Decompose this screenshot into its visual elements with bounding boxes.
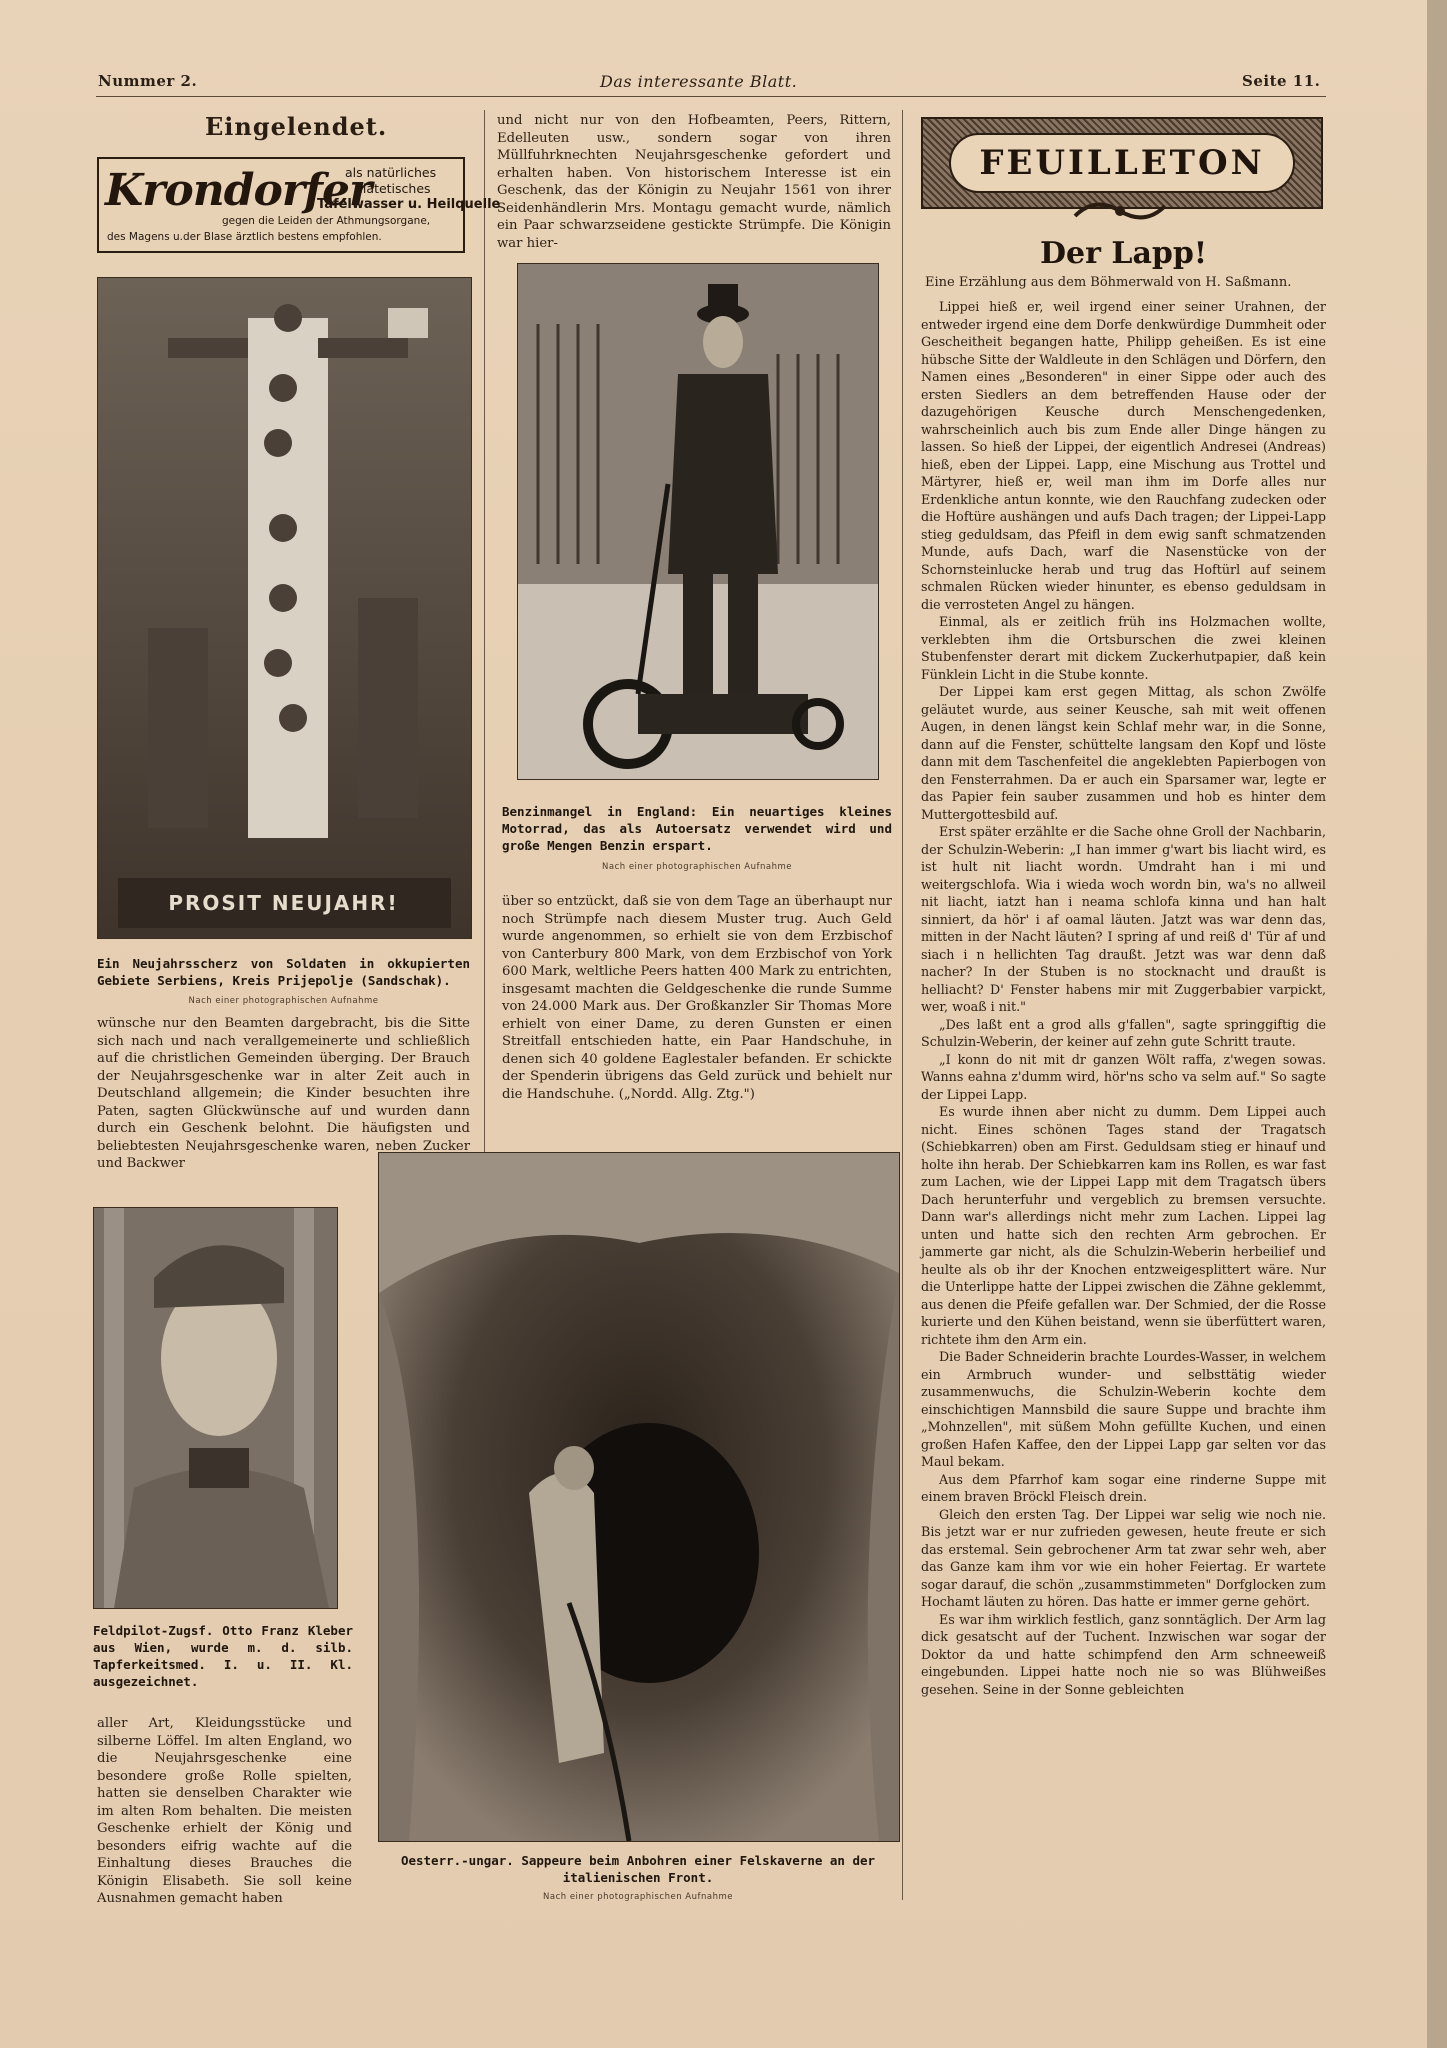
paragraph: aller Art, Kleidungsstücke und silberne Löffel. Im alten England, wo die Neujahrsgeschenke eine besondere große Rolle spielten, hatten sie denselben Charakter wie im alten Rom behalten. Die meisten Geschenke erhielt der König und besonders eifrig wachte auf die Einhaltung dieses Brauches die Königin Elisabeth. Sie soll keine Ausnahmen gemacht haben bbox=[97, 1716, 352, 1906]
column-rule-1 bbox=[484, 110, 485, 1190]
soldiers-caption: Ein Neujahrsscherz von Soldaten in okkupierten Gebiete Serbiens, Kreis Prijepolje (Sandschak). bbox=[97, 956, 470, 988]
paragraph: Einmal, als er zeitlich früh ins Holzmachen wollte, verklebten ihm die Ortsburschen die zwei kleinen Stubenfenster derart mit dickem Zuckerhutpapier, daß kein Fünklein Licht in die Stube konnte. bbox=[921, 614, 1326, 682]
header-rule bbox=[96, 96, 1326, 97]
column-1-text-a bbox=[97, 1015, 470, 1173]
pilot-photo bbox=[93, 1207, 338, 1609]
paragraph: „I konn do nit mit dr ganzen Wölt raffa, z'wegen sowas. Wanns eahna z'dumm wird, hör'ns scho va selm auf." So sagte der Lippei Lapp. bbox=[921, 1051, 1326, 1102]
feuilleton-title: FEUILLETON bbox=[949, 133, 1295, 193]
paragraph: Aus dem Pfarrhof kam sogar eine rinderne Suppe mit einem braven Bröckl Fleisch drein. bbox=[921, 1471, 1326, 1504]
paragraph: Lippei hieß er, weil irgend einer seiner Urahnen, der entweder irgend eine dem Dorfe denkwürdige Dummheit oder Gescheitheit begangen hatte, Philipp geheißen. Es ist eine hübsche Sitte der Waldleute in den Schlägen und Dörfern, den Namen eines „Besonderen" in einer Sippe oder auch des ersten Siedlers an dem betreffenden Hause oder der dazugehörigen Keusche durch Menschengedenken, wahrscheinlich auch bis zum Ende aller Dinge hängen zu lassen. So hieß der Lippei, der eigentlich Andresei (Andreas) hieß, eben der Lippei. Lapp, eine Mischung aus Trottel und Märtyrer, hieß er, weil man ihm im Dorfe alles nur Erdenkliche antun konnte, wie den Rauchfang zudecken oder die Hoftüre aushängen und aufs Dach tragen; der Lippei-Lapp stieg geduldsam, das Pfeifl in dem ewig sanft schmatzenden Munde, aufs Dach, warf die Nasenstücke von der Schornsteinlucke herab und trug das Hoftürl auf seinem schmalen Rücken wieder hinunter, es ebenso geduldsam in die verrosteten Angel zu hängen. bbox=[921, 299, 1326, 612]
paragraph: wünsche nur den Beamten dargebracht, bis die Sitte sich nach und nach verallgemeinerte und schließlich auf die christlichen Gemeinden überging. Der Brauch der Neujahrsgeschenke war in alter Zeit auch in Deutschland allgemein; die Kinder besuchten ihre Paten, sagten Glückwünsche auf und wurden dann durch ein Geschenk belohnt. Die häufigsten und beliebtesten Neujahrsgeschenke waren, neben Zucker und Backwer bbox=[97, 1016, 470, 1171]
feuilleton-text bbox=[921, 298, 1326, 1698]
soldiers-credit: Nach einer photographischen Aufnahme bbox=[188, 996, 379, 1006]
column-1-text-b bbox=[97, 1715, 352, 1908]
soldiers-photo bbox=[97, 277, 472, 939]
page-edge bbox=[1427, 0, 1447, 2048]
story-subtitle: Eine Erzählung aus dem Böhmerwald von H. Saßmann. bbox=[925, 275, 1292, 290]
ad-line-2: diätetisches bbox=[355, 181, 431, 196]
ad-brand-name: Krondorfer bbox=[105, 165, 372, 216]
ornament-icon bbox=[1070, 196, 1170, 226]
ad-line-1: als natürliches bbox=[345, 165, 437, 180]
ad-line-3: Tafelwasser u. Heilquelle bbox=[317, 197, 501, 212]
paragraph: Die Bader Schneiderin brachte Lourdes-Wasser, in welchem ein Armbruch wunder- und selbsttätig wieder zusammenwuchs, die Schulzin-Weberin kochte dem einschichtigen Mannsbild die saure Suppe und brachte ihm „Mohnzellen", mit süßem Mohn gefüllte Kuchen, und einen großen Hafen Kaffee, den der Lippei Lapp gar selten vor das Maul bekam. bbox=[921, 1349, 1326, 1469]
scooter-caption: Benzinmangel in England: Ein neuartiges kleines Motorrad, das als Autoersatz verwendet wird und große Mengen Benzin erspart. bbox=[502, 804, 892, 853]
page-number: Seite 11. bbox=[1242, 72, 1321, 90]
cave-caption: Oesterr.-ungar. Sappeure beim Anbohren einer Felskaverne an der italienischen Front. bbox=[400, 1853, 876, 1885]
column-2-text-a bbox=[497, 112, 891, 252]
masthead-title: Das interessante Blatt. bbox=[600, 72, 798, 91]
paragraph: Es war ihm wirklich festlich, ganz sonntäglich. Der Arm lag dick gesatscht auf der Tuchent. Inzwischen war sogar der Doktor da und hatte schimpfend den Arm schneeweiß eingebunden. Lippei hatte noch nie so was Blühweißes gesehen. Seine in der Sonne gebleichten bbox=[921, 1611, 1326, 1697]
paragraph: und nicht nur von den Hofbeamten, Peers, Rittern, Edelleuten usw., sondern sogar von ihren Müllfuhrknechten Neujahrsgeschenke gefordert und erhalten haben. Von historischem Interesse ist ein Geschenk, das der Königin zu Neujahr 1561 von ihrer Seidenhändlerin Mrs. Montagu gemacht wurde, nämlich ein Paar schwarzseidene gestickte Strümpfe. Die Königin war hier- bbox=[497, 113, 891, 251]
paragraph: „Des laßt ent a grod alls g'fallen", sagte springgiftig die Schulzin-Weberin, der keiner auf zehn gute Schritt traute. bbox=[921, 1016, 1326, 1049]
paragraph: Erst später erzählte er die Sache ohne Groll der Nachbarin, der Schulzin-Weberin: „I han immer g'wart bis liacht wird, es ist hult nit liacht wordn. Umdraht han i mi und weitergschlofa. Wia i wieda woch wordn bin, wa's no allweil nit liacht, iatzt han i neama schlofa kinna und han halt sinniert, da hör' i af oamal läuten. Jatzt was war denn das, mitten in der Nacht läuten? I spring af und reiß d' Tür af und siach i n hellichten Tag draußt. Jetzt was war denn daß nacher? In der Stuben is no stocknacht und draußt is helliacht? D' Fenster habens mir mit Zuggerbabier varpickt, wer, woaß i nit." bbox=[921, 824, 1326, 1014]
ad-heading: Eingelendet. bbox=[205, 112, 388, 141]
paragraph: Es wurde ihnen aber nicht zu dumm. Dem Lippei auch nicht. Eines schönen Tages stand der Tragatsch (Schiebkarren) oben am First. Geduldsam stieg er hinauf und holte ihn herab. Der Schiebkarren kam ins Rollen, es war fast zum Lachen, wie der Lippei Lapp mit dem Tragatsch übers Dach herunterfuhr und vergeblich zu bremsen versuchte. Dann war's allerdings nicht mehr zum Lachen. Lippei lag unten und hatte sich den rechten Arm gebrochen. Er jammerte gar nicht, als die Schulzin-Weberin herbeilief und heulte als ob ihr der Knochen entzweigesplittert wäre. Nur die Unterlippe hatte der Lippei zwischen die Zähne geklemmt, aus denen die Pfeife gefallen war. Der Schmied, der die Rosse kurierte und den Kühen beistand, wenn sie überfüttert waren, richtete ihm den Arm ein. bbox=[921, 1104, 1326, 1347]
ad-line-5: des Magens u.der Blase ärztlich bestens empfohlen. bbox=[107, 231, 382, 243]
story-title: Der Lapp! bbox=[1040, 236, 1208, 271]
column-rule-2 bbox=[902, 110, 903, 1900]
scooter-photo bbox=[517, 263, 879, 780]
scooter-credit: Nach einer photographischen Aufnahme bbox=[602, 862, 792, 872]
krondorfer-ad bbox=[97, 157, 501, 253]
ad-line-4: gegen die Leiden der Athmungsorgane, bbox=[222, 215, 431, 227]
paragraph: Der Lippei kam erst gegen Mittag, als schon Zwölfe geläutet wurde, aus seiner Keusche, sah mit weit offenen Augen, in denen längst kein Schlaf mehr war, in die Sonne, dann auf die Fenster, schüttelte langsam den Kopf und löste dann mit dem Taschenfeitel die angeklebten Papierbogen von den Fensterrahmen. Da er auch ein Sparsamer war, legte er das Papier fein sauber zusammen und hob es hinter dem Muttergottesbild auf. bbox=[921, 684, 1326, 822]
pilot-caption: Feldpilot-Zugsf. Otto Franz Kleber aus Wien, wurde m. d. silb. Tapferkeitsmed. I. u. II. Kl. ausgezeichnet. bbox=[93, 1623, 353, 1689]
cave-credit: Nach einer photographischen Aufnahme bbox=[543, 1892, 733, 1902]
paragraph: über so entzückt, daß sie von dem Tage an überhaupt nur noch Strümpfe nach diesem Muster trug. Auch Geld wurde angenommen, so erhielt sie von dem Erzbischof von Canterbury 800 Mark, von dem Erzbischof von York 600 Mark, weltliche Peers hatten 400 Mark zu entrichten, insgesamt machten die Geldgeschenke die runde Summe von 24.000 Mark aus. Der Großkanzler Sir Thomas More erhielt von einer Dame, zu deren Gunsten er einen Streitfall entschieden hatte, ein Paar Handschuhe, in denen sich 40 goldene Eaglestaler befanden. Er schickte der Spenderin übrigens das Geld zurück und behielt nur die Handschuhe. („Nordd. Allg. Ztg.") bbox=[502, 894, 892, 1102]
column-2-text-b bbox=[502, 893, 892, 1103]
issue-number: Nummer 2. bbox=[98, 72, 198, 90]
photo-banner-text: PROSIT NEUJAHR! bbox=[168, 891, 399, 915]
cave-photo bbox=[378, 1152, 900, 1842]
paragraph: Gleich den ersten Tag. Der Lippei war selig wie noch nie. Bis jetzt war er nur zufrieden gewesen, heute freute er sich das erstemal. Sein gebrochener Arm tat zwar sehr weh, aber das Ganze kam ihm vor wie ein hoher Feiertag. Er wartete sogar darauf, die schön „zusammstimmeten" Dorfglocken zum Hochamt läuten zu hören. Das hatte er immer gerne gehört. bbox=[921, 1506, 1326, 1609]
